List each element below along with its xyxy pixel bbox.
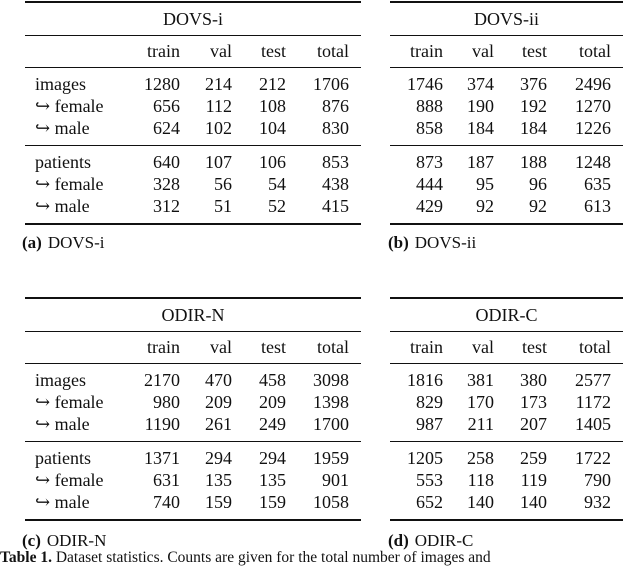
pad-cell [349,492,361,520]
column-header-train: train [390,332,443,364]
cell-test: 188 [520,152,547,172]
table-caption-tag: Table 1. [0,549,52,566]
cell-val: 381 [467,370,494,390]
table-title: ODIR-C [390,298,623,332]
caption-text: DOVS-ii [414,233,477,252]
pad-cell [611,332,623,364]
cell-train: 1280 [144,74,180,94]
column-header-val: val [443,36,494,68]
cell-test: 259 [520,448,547,468]
header-row [390,332,623,364]
caption-text: ODIR-N [46,531,107,550]
cell-val: 374 [467,74,494,94]
cell-test: 96 [529,174,547,194]
cell-val: 187 [467,152,494,172]
row-label: ↪ female [35,174,104,194]
cell-train: 858 [390,118,443,146]
cell-val: 261 [180,414,232,442]
column-header-val: val [180,36,232,68]
cell-test: 106 [259,152,286,172]
row-label: ↪ male [25,492,125,520]
pad-cell [349,442,361,470]
cell-total: 1058 [286,492,349,520]
pad-cell [611,442,623,470]
column-header-total: total [286,332,349,364]
table-row [25,364,361,392]
cell-total: 1270 [575,96,611,116]
stats-table [25,297,361,521]
cell-total: 415 [286,196,349,224]
stats-table [25,1,361,225]
cell-train: 624 [125,118,180,146]
header-row [25,332,361,364]
table-row [25,442,361,470]
cell-total: 635 [584,174,611,194]
cell-test: 92 [494,196,547,224]
table-row [25,173,361,196]
stats-table [390,297,623,521]
table-row [390,146,623,174]
table-caption-text: Dataset statistics. Counts are given for the total number of images and [55,549,491,566]
pad-cell [349,391,361,414]
pad-cell [611,364,623,392]
title-row [390,2,623,36]
row-label: ↪ female [35,96,104,116]
table-odir-n [25,297,361,521]
table-row [390,173,623,196]
table-row [390,414,623,442]
cell-total: 3098 [313,370,349,390]
caption-a [22,233,105,253]
column-header-train: train [125,332,180,364]
cell-total: 2577 [575,370,611,390]
cell-train: 873 [416,152,443,172]
row-label: images [35,370,86,390]
row-label: ↪ male [25,196,125,224]
cell-total: 613 [547,196,611,224]
cell-val: 184 [443,118,494,146]
cell-test: 209 [259,392,286,412]
pad-cell [349,95,361,118]
cell-train: 1816 [407,370,443,390]
column-header-train: train [125,36,180,68]
stats-table [390,1,623,225]
cell-train: 631 [153,470,180,490]
table-row [25,492,361,520]
table-row [390,391,623,414]
column-header-test: test [232,332,286,364]
column-header-test: test [494,36,547,68]
column-header-test: test [232,36,286,68]
cell-val: 95 [476,174,494,194]
cell-train: 987 [390,414,443,442]
cell-total: 1398 [313,392,349,412]
cell-total: 2496 [575,74,611,94]
caption-tag: (b) [388,233,409,252]
cell-train: 429 [390,196,443,224]
table-row [25,414,361,442]
cell-val: 209 [205,392,232,412]
table-row [390,469,623,492]
cell-val: 107 [205,152,232,172]
row-label: ↪ male [25,118,125,146]
pad-cell [349,68,361,96]
pad-cell [349,146,361,174]
cell-test: 376 [520,74,547,94]
cell-total: 1405 [547,414,611,442]
cell-total: 1172 [575,392,611,412]
table-row [25,391,361,414]
table-row [390,68,623,96]
cell-total: 876 [322,96,349,116]
cell-train: 312 [125,196,180,224]
cell-test: 207 [494,414,547,442]
cell-test: 104 [232,118,286,146]
title-row [25,298,361,332]
pad-cell [349,118,361,146]
cell-val: 92 [443,196,494,224]
column-header-total: total [547,332,611,364]
table-row [390,196,623,224]
table-row [390,118,623,146]
cell-train: 829 [416,392,443,412]
column-header-val: val [180,332,232,364]
cell-test: 184 [494,118,547,146]
cell-total: 438 [322,174,349,194]
caption-tag: (a) [22,233,42,252]
pad-cell [611,95,623,118]
row-label: images [35,74,86,94]
pad-cell [349,332,361,364]
column-header-total: total [547,36,611,68]
pad-cell [611,196,623,224]
table-row [25,469,361,492]
column-header-test: test [494,332,547,364]
pad-cell [611,68,623,96]
cell-val: 211 [443,414,494,442]
pad-cell [611,146,623,174]
cell-total: 932 [547,492,611,520]
column-header-train: train [390,36,443,68]
table-row [390,95,623,118]
cell-test: 294 [259,448,286,468]
row-label: ↪ female [35,392,104,412]
cell-val: 470 [205,370,232,390]
cell-total: 790 [584,470,611,490]
cell-total: 1706 [313,74,349,94]
cell-total: 1959 [313,448,349,468]
caption-text: ODIR-C [414,531,474,550]
cell-total: 1226 [547,118,611,146]
table-row [25,196,361,224]
header-blank [25,36,125,68]
cell-train: 444 [416,174,443,194]
caption-b [388,233,476,253]
table-dovs-i [25,1,361,225]
pad-cell [349,173,361,196]
cell-test: 119 [520,470,547,490]
caption-text: DOVS-i [47,233,105,252]
cell-total: 830 [286,118,349,146]
cell-train: 1371 [144,448,180,468]
row-label: patients [35,152,91,172]
table-title: ODIR-N [25,298,361,332]
cell-test: 458 [259,370,286,390]
cell-train: 652 [390,492,443,520]
cell-test: 192 [520,96,547,116]
cell-val: 294 [205,448,232,468]
cell-total: 853 [322,152,349,172]
table-caption [0,549,636,567]
cell-test: 135 [259,470,286,490]
cell-test: 249 [232,414,286,442]
pad-cell [611,492,623,520]
cell-test: 159 [232,492,286,520]
cell-val: 190 [467,96,494,116]
pad-cell [349,364,361,392]
table-row [25,68,361,96]
table-row [25,146,361,174]
row-label: ↪ female [35,470,104,490]
cell-test: 52 [232,196,286,224]
table-row [390,492,623,520]
pad-cell [611,173,623,196]
cell-train: 1190 [125,414,180,442]
cell-train: 1746 [407,74,443,94]
cell-total: 901 [322,470,349,490]
cell-test: 54 [268,174,286,194]
header-blank [25,332,125,364]
cell-val: 56 [214,174,232,194]
cell-train: 980 [153,392,180,412]
table-row [25,95,361,118]
caption-tag: (d) [388,531,409,550]
row-label: patients [35,448,91,468]
cell-val: 258 [467,448,494,468]
cell-train: 640 [153,152,180,172]
cell-test: 212 [259,74,286,94]
table-row [390,364,623,392]
title-row [25,2,361,36]
pad-cell [611,391,623,414]
table-dovs-ii [390,1,623,225]
table-row [390,442,623,470]
title-row [390,298,623,332]
cell-test: 140 [494,492,547,520]
cell-train: 740 [125,492,180,520]
cell-val: 170 [467,392,494,412]
cell-train: 2170 [144,370,180,390]
cell-train: 1205 [407,448,443,468]
cell-val: 118 [467,470,494,490]
pad-cell [611,469,623,492]
pad-cell [611,414,623,442]
cell-train: 656 [153,96,180,116]
cell-test: 173 [520,392,547,412]
pad-cell [349,36,361,68]
cell-val: 214 [205,74,232,94]
header-row [390,36,623,68]
cell-train: 553 [416,470,443,490]
cell-val: 140 [443,492,494,520]
column-header-val: val [443,332,494,364]
pad-cell [611,36,623,68]
cell-total: 1700 [286,414,349,442]
column-header-total: total [286,36,349,68]
cell-train: 328 [153,174,180,194]
cell-val: 102 [180,118,232,146]
table-row [25,118,361,146]
pad-cell [349,196,361,224]
table-title: DOVS-ii [390,2,623,36]
cell-test: 108 [259,96,286,116]
table-odir-c [390,297,623,521]
table-title: DOVS-i [25,2,361,36]
row-label: ↪ male [25,414,125,442]
header-row [25,36,361,68]
cell-train: 888 [416,96,443,116]
pad-cell [611,118,623,146]
cell-val: 112 [205,96,232,116]
caption-c [22,531,106,551]
caption-d [388,531,473,551]
cell-test: 380 [520,370,547,390]
cell-total: 1722 [575,448,611,468]
pad-cell [349,414,361,442]
caption-tag: (c) [22,531,41,550]
cell-total: 1248 [575,152,611,172]
cell-val: 135 [205,470,232,490]
pad-cell [349,469,361,492]
cell-val: 159 [180,492,232,520]
cell-val: 51 [180,196,232,224]
